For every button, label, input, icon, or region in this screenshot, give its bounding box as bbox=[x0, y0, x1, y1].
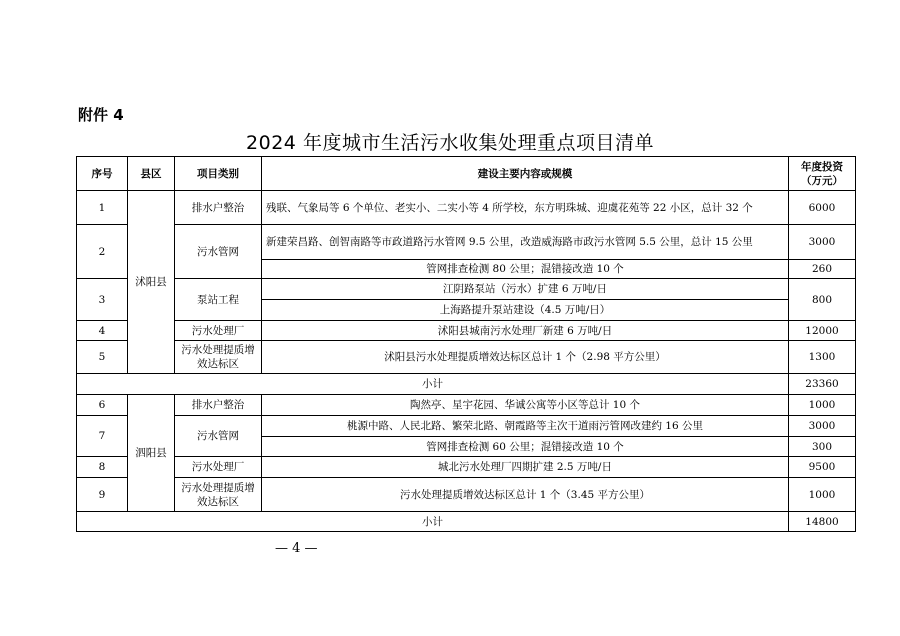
row-investment: 3000 bbox=[789, 416, 856, 437]
subtotal-row bbox=[77, 374, 856, 395]
row-investment: 9500 bbox=[789, 457, 856, 478]
row-no: 4 bbox=[77, 321, 128, 341]
row-content: 沭阳县城南污水处理厂新建 6 万吨/日 bbox=[262, 321, 789, 341]
row-no: 7 bbox=[77, 416, 128, 457]
row-no: 3 bbox=[77, 279, 128, 321]
table-row bbox=[77, 321, 856, 341]
row-content: 残联、气象局等 6 个单位、老实小、二实小等 4 所学校，东方明珠城、迎虞花苑等 22 小区，总计 32 个 bbox=[262, 191, 789, 225]
row-category: 污水处理提质增效达标区 bbox=[175, 478, 262, 512]
header-investment: 年度投资（万元） bbox=[789, 157, 856, 191]
page-number: — 4 — bbox=[275, 541, 318, 556]
row-investment: 3000 bbox=[789, 225, 856, 260]
row-content: 管网排查检测 80 公里；混错接改造 10 个 bbox=[262, 260, 789, 279]
row-content: 新建荣昌路、创智南路等市政道路污水管网 9.5 公里，改造威海路市政污水管网 5.5 公里，总计 15 公里 bbox=[262, 225, 789, 260]
header-county: 县区 bbox=[128, 157, 175, 191]
county-cell: 泗阳县 bbox=[128, 395, 175, 512]
row-investment: 300 bbox=[789, 437, 856, 457]
row-investment: 1000 bbox=[789, 478, 856, 512]
header-category: 项目类别 bbox=[175, 157, 262, 191]
header-content: 建设主要内容或规模 bbox=[262, 157, 789, 191]
page-title: 2024 年度城市生活污水收集处理重点项目清单 bbox=[246, 132, 654, 154]
subtotal-value: 14800 bbox=[789, 512, 856, 532]
row-category: 污水管网 bbox=[175, 225, 262, 279]
row-no: 2 bbox=[77, 225, 128, 279]
row-content: 上海路提升泵站建设（4.5 万吨/日） bbox=[262, 300, 789, 321]
table-row bbox=[77, 225, 856, 260]
row-content: 污水处理提质增效达标区总计 1 个（3.45 平方公里） bbox=[262, 478, 789, 512]
subtotal-value: 23360 bbox=[789, 374, 856, 395]
subtotal-label: 小计 bbox=[77, 374, 789, 395]
row-investment: 260 bbox=[789, 260, 856, 279]
table-row bbox=[77, 279, 856, 300]
row-category: 污水处理提质增效达标区 bbox=[175, 341, 262, 374]
subtotal-row bbox=[77, 512, 856, 532]
header-no: 序号 bbox=[77, 157, 128, 191]
row-no: 1 bbox=[77, 191, 128, 225]
row-category: 污水处理厂 bbox=[175, 457, 262, 478]
row-category: 污水处理厂 bbox=[175, 321, 262, 341]
table-row bbox=[77, 341, 856, 374]
row-category: 排水户整治 bbox=[175, 395, 262, 416]
row-no: 5 bbox=[77, 341, 128, 374]
row-investment: 1300 bbox=[789, 341, 856, 374]
subtotal-label: 小计 bbox=[77, 512, 789, 532]
table-row bbox=[77, 457, 856, 478]
table-header-row bbox=[77, 157, 856, 191]
table-row bbox=[77, 395, 856, 416]
row-content: 江阴路泵站（污水）扩建 6 万吨/日 bbox=[262, 279, 789, 300]
project-table bbox=[76, 156, 856, 532]
attachment-label: 附件 4 bbox=[78, 106, 124, 124]
row-investment: 800 bbox=[789, 279, 856, 321]
table-row bbox=[77, 191, 856, 225]
table-row bbox=[77, 478, 856, 512]
county-cell: 沭阳县 bbox=[128, 191, 175, 374]
row-content: 陶然亭、星宇花园、华诚公寓等小区等总计 10 个 bbox=[262, 395, 789, 416]
row-no: 6 bbox=[77, 395, 128, 416]
table-row bbox=[77, 416, 856, 437]
row-no: 8 bbox=[77, 457, 128, 478]
row-content: 城北污水处理厂四期扩建 2.5 万吨/日 bbox=[262, 457, 789, 478]
row-investment: 6000 bbox=[789, 191, 856, 225]
row-category: 排水户整治 bbox=[175, 191, 262, 225]
row-category: 泵站工程 bbox=[175, 279, 262, 321]
row-category: 污水管网 bbox=[175, 416, 262, 457]
row-investment: 12000 bbox=[789, 321, 856, 341]
row-content: 桃源中路、人民北路、繁荣北路、朝霞路等主次干道雨污管网改建约 16 公里 bbox=[262, 416, 789, 437]
row-no: 9 bbox=[77, 478, 128, 512]
row-investment: 1000 bbox=[789, 395, 856, 416]
row-content: 管网排查检测 60 公里；混错接改造 10 个 bbox=[262, 437, 789, 457]
row-content: 沭阳县污水处理提质增效达标区总计 1 个（2.98 平方公里） bbox=[262, 341, 789, 374]
